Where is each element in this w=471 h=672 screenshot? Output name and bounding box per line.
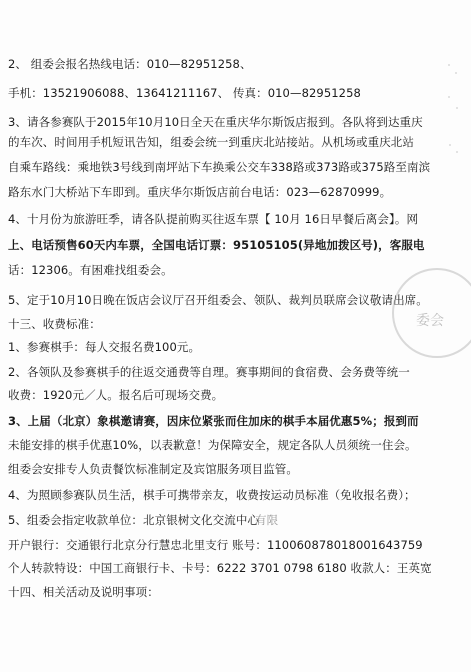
line-13: 2、各领队及参赛棋手的往返交通费等自理。赛事期间的食宿费、会务费等统一	[8, 365, 410, 379]
line-1: 2、 组委会报名热线电话：010—82951258、	[8, 57, 252, 71]
line-11: 十三、收费标准：	[8, 317, 101, 331]
scan-speck	[449, 144, 451, 146]
scan-speck	[456, 107, 458, 109]
line-6: 路东水门大桥站下车即到。重庆华尔斯饭店前台电话：023—62870999。	[8, 185, 392, 199]
line-2: 手机：13521906088、13641211167、 传真：010—82951258	[8, 86, 361, 100]
scan-speck	[448, 64, 450, 66]
scan-speck	[456, 151, 458, 153]
line-8: 上、电话预售60天内车票，全国电话订票：95105105(异地加拨区号)，客服电	[8, 238, 425, 252]
line-15: 3、上届（北京）象棋邀请赛，因床位紧张而住加床的棋手本届优惠5%；报到而	[8, 414, 419, 428]
line-4: 的车次、时间用手机短讯告知，组委会统一到重庆北站接站。从机场或重庆北站	[8, 135, 414, 149]
line-20: 开户银行：交通银行北京分行慧忠北里支行 账号：110060878018001643759	[8, 538, 423, 552]
faint-fragment: 有限	[255, 513, 279, 527]
line-7: 4、十月份为旅游旺季，请各队提前购买往返车票【 10月 16日早餐后离会】。网	[8, 212, 419, 226]
line-14: 收费：1920元／人。报名后可现场交费。	[8, 388, 224, 402]
line-22: 十四、相关活动及说明事项：	[8, 585, 159, 599]
line-10: 5、定于10月10日晚在饭店会议厅召开组委会、领队、裁判员联席会议敬请出席。	[8, 293, 428, 307]
line-16: 未能安排的棋手优惠10%，以表歉意！为保障安全，规定各队人员须统一住会。	[8, 438, 417, 452]
line-9: 话：12306。有困难找组委会。	[8, 263, 173, 277]
stamp-text: 委会	[416, 313, 444, 329]
red-seal-stamp	[392, 268, 471, 358]
line-21: 个人转款特设：中国工商银行卡、卡号：6222 3701 0798 6180 收款人：王英宽	[8, 561, 432, 575]
scan-speck	[455, 72, 457, 74]
scan-speck	[448, 96, 450, 98]
line-12: 1、参赛棋手：每人交报名费100元。	[8, 340, 201, 354]
line-19: 5、组委会指定收款单位：北京银树文化交流中心	[8, 513, 260, 527]
line-5: 自乘车路线：乘地铁3号线到南坪站下车换乘公交车338路或373路或375路至南滨	[8, 160, 431, 174]
line-18: 4、为照顾参赛队员生活，棋手可携带亲友，收费按运动员标准（免收报名费）；	[8, 488, 416, 502]
line-3: 3、请各参赛队于2015年10月10日全天在重庆华尔斯饭店报到。各队将到达重庆	[8, 115, 423, 129]
line-17: 组委会安排专人负责餐饮标准制定及宾馆服务项目监管。	[8, 462, 298, 476]
